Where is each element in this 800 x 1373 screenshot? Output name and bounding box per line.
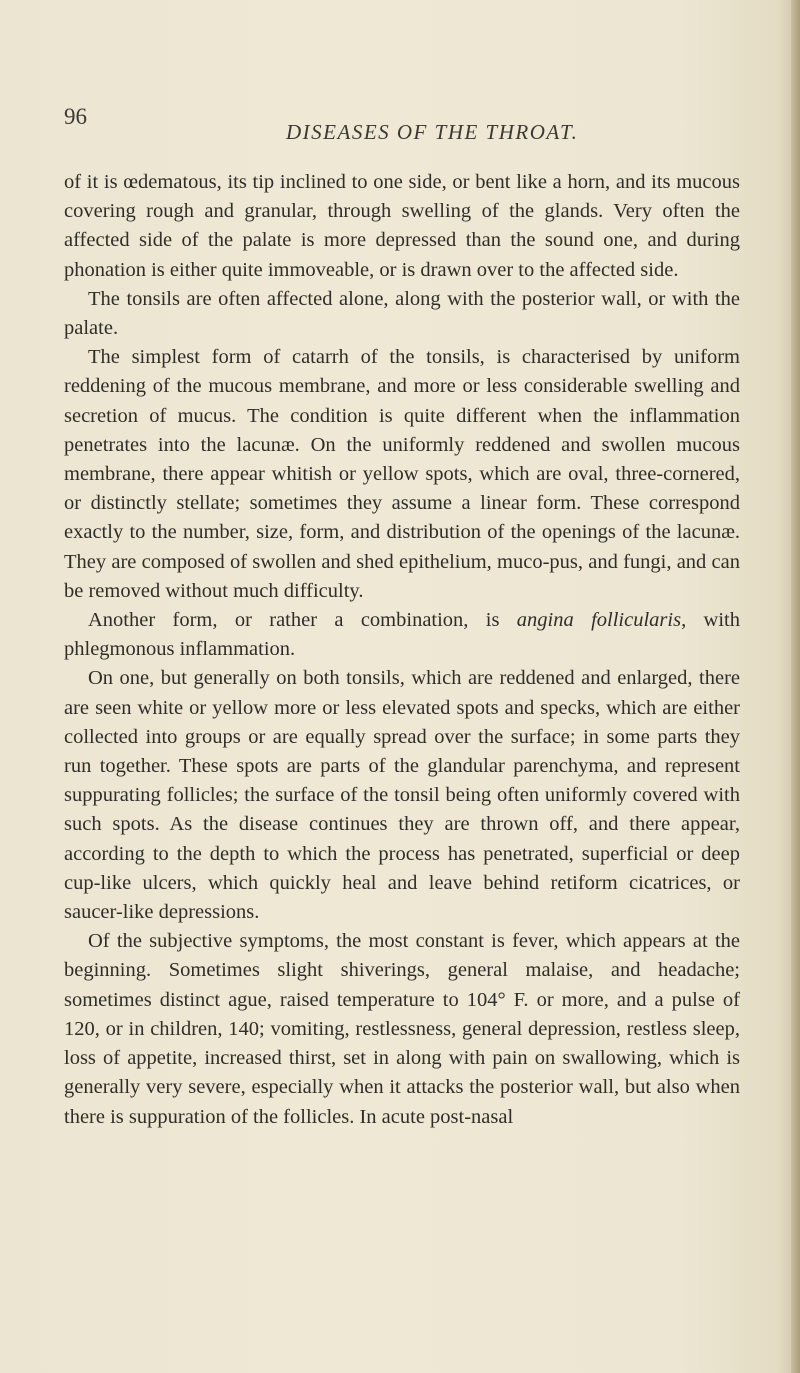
- paragraph: The tonsils are often affected alone, along with the posterior wall, or with the palate.: [64, 287, 740, 340]
- paragraph: Of the subjective symptoms, the most constant is fever, which appears at the beginning. Sometimes slight shiverings, general malaise, and headache; sometimes distinct ague, raised temperature to 104° F. or more, and a pulse of 120, or in children, 140; vomiting, restlessness, general depression, restless sleep, loss of appetite, increased thirst, set in along with pain on swallowing, which is generally very severe, especially when it attacks the posterior wall, but also when there is suppuration of the follicles. In acute post-nasal: [64, 930, 740, 1128]
- page-header: [64, 104, 764, 144]
- paragraph: [64, 606, 740, 664]
- paragraph-text: Another form, or rather a combination, is: [88, 609, 517, 632]
- emphasis-term: angina follicularis: [516, 609, 682, 632]
- paragraph: On one, but generally on both tonsils, which are reddened and enlarged, there are seen white or yellow more or less elevated spots and specks, which are either collected into groups or are equally spread over the surface; in some parts they run together. These spots are parts of the glandular parenchyma, and represent suppurating follicles; the surface of the tonsil being often uniformly covered with such spots. As the disease continues they are thrown off, and there appear, according to the depth to which the process has penetrated, superficial or deep cup-like ulcers, which quickly heal and leave behind retiform cicatrices, or saucer-like depressions.: [64, 667, 740, 924]
- paragraph: The simplest form of catarrh of the tonsils, is characterised by uniform reddening of the mucous membrane, and more or less considerable swelling and secretion of mucus. The condition is quite different when the inflammation penetrates into the lacunæ. On the uniformly reddened and swollen mucous membrane, there appear whitish or yellow spots, which are oval, three-cornered, or distinctly stellate; sometimes they assume a linear form. These correspond exactly to the number, size, form, and distribution of the openings of the lacunæ. They are composed of swollen and shed epithelium, muco-pus, and fungi, and can be removed without much difficulty.: [64, 346, 740, 602]
- page-edge-shadow: [791, 0, 800, 1373]
- running-head: DISEASES OF THE THROAT.: [286, 120, 579, 144]
- body-text: [64, 168, 740, 1132]
- paragraph: of it is œdematous, its tip inclined to one side, or bent like a horn, and its mucous covering rough and granular, through swelling of the glands. Very often the affected side of the palate is more depressed than the sound one, and during phonation is either quite immoveable, or is drawn over to the affected side.: [64, 171, 740, 281]
- page-number: 96: [64, 104, 87, 129]
- paragraph-text: , with phlegmonous inflammation.: [64, 609, 740, 661]
